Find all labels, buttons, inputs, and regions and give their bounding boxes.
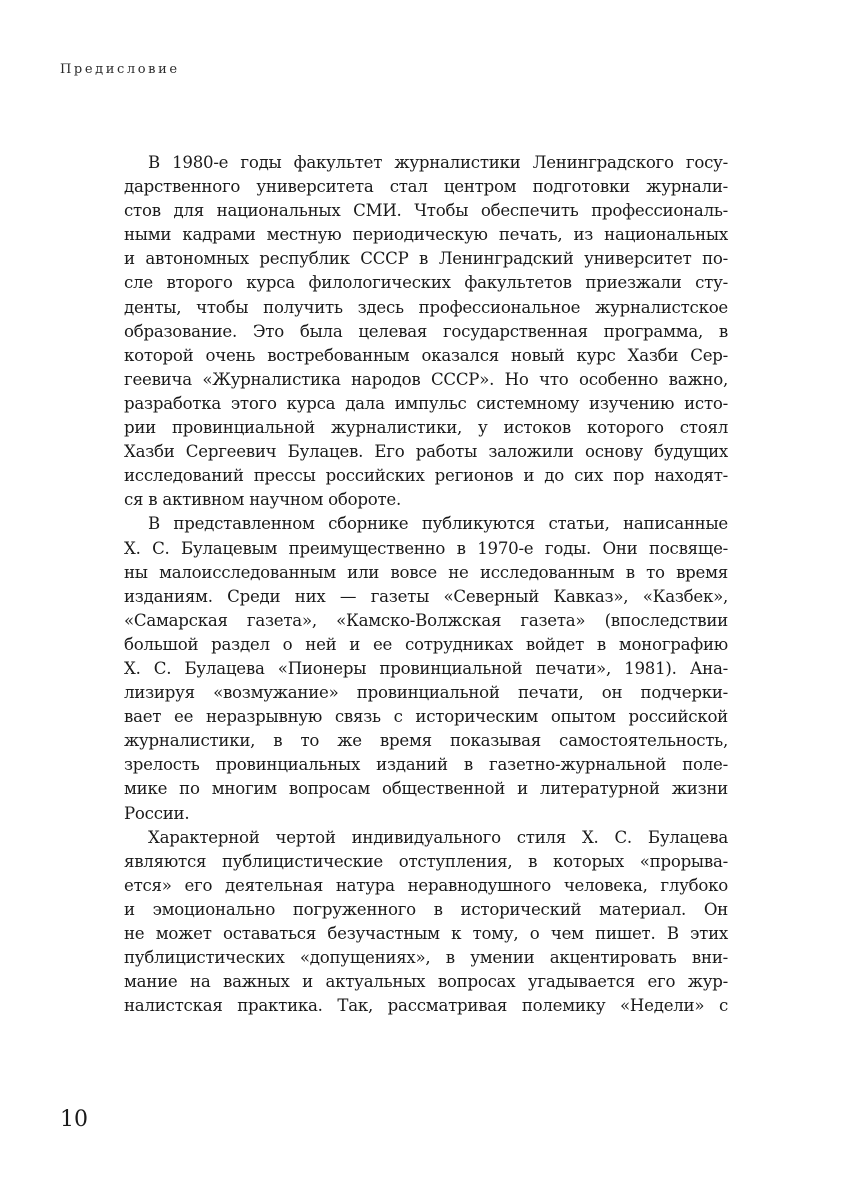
text-line: В 1980-е годы факультет журналистики Ленинградского госу- <box>148 153 728 172</box>
paragraph <box>124 826 728 1019</box>
text-line: образование. Это была целевая государственная программа, в <box>124 321 728 341</box>
text-line: мание на важных и актуальных вопросах угадывается его жур- <box>124 972 728 992</box>
text-line: зрелость провинциальных изданий в газетно-журнальной поле- <box>124 755 728 775</box>
text-line: России. <box>124 803 190 823</box>
paragraph <box>124 151 728 512</box>
text-line: «Самарская газета», «Камско-Волжская газета» (впоследствии <box>124 610 728 630</box>
text-line: ется» его деятельная натура неравнодушного человека, глубоко <box>124 875 728 895</box>
text-line: ными кадрами местную периодическую печать, из национальных <box>124 225 728 245</box>
text-line: публицистических «допущениях», в умении акцентировать вни- <box>124 948 728 968</box>
text-line: налистская практика. Так, рассматривая полемику «Недели» с <box>124 996 728 1016</box>
text-line: денты, чтобы получить здесь профессиональное журналистское <box>124 297 728 317</box>
text-line: и автономных республик СССР в Ленинградский университет по- <box>124 249 728 269</box>
text-line: Характерной чертой индивидуального стиля Х. С. Булацева <box>148 827 728 847</box>
text-line: сле второго курса филологических факультетов приезжали сту- <box>124 273 728 293</box>
text-line: и эмоционально погруженного в исторический материал. Он <box>124 899 728 919</box>
text-line: журналистики, в то же время показывая самостоятельность, <box>124 731 728 751</box>
text-line: стов для национальных СМИ. Чтобы обеспечить профессиональ- <box>124 201 728 221</box>
text-line: рии провинциальной журналистики, у истоков которого стоял <box>124 418 728 438</box>
body-text <box>124 151 728 1018</box>
text-line: В представленном сборнике публикуются статьи, написанные <box>148 514 728 534</box>
text-line: мике по многим вопросам общественной и литературной жизни <box>124 779 728 799</box>
text-line: исследований прессы российских регионов и до сих пор находят- <box>124 466 728 486</box>
text-line: большой раздел о ней и ее сотрудниках войдет в монографию <box>124 634 728 654</box>
text-line: вает ее неразрывную связь с историческим опытом российской <box>124 707 728 727</box>
page-number: 10 <box>60 1107 88 1132</box>
text-line: Х. С. Булацевым преимущественно в 1970-е годы. Они посвяще- <box>124 538 728 558</box>
text-line: ны малоисследованным или вовсе не исследованным в то время <box>124 562 728 582</box>
text-line: Х. С. Булацева «Пионеры провинциальной печати», 1981). Ана- <box>124 658 728 678</box>
text-line: дарственного университета стал центром подготовки журнали- <box>124 177 728 197</box>
text-line: разработка этого курса дала импульс системному изучению исто- <box>124 393 728 413</box>
text-line: ся в активном научном обороте. <box>124 490 402 510</box>
text-line: не может оставаться безучастным к тому, о чем пишет. В этих <box>124 924 728 943</box>
text-line: которой очень востребованным оказался новый курс Хазби Сер- <box>124 345 728 365</box>
text-line: лизируя «возмужание» провинциальной печати, он подчерки- <box>124 683 728 703</box>
running-header: Предисловие <box>60 62 180 77</box>
text-line: геевича «Журналистика народов СССР». Но что особенно важно, <box>124 369 728 389</box>
text-line: являются публицистические отступления, в которых «прорыва- <box>124 851 728 871</box>
text-line: изданиям. Среди них — газеты «Северный Кавказ», «Казбек», <box>124 586 728 606</box>
paragraph <box>124 512 728 825</box>
text-line: Хазби Сергеевич Булацев. Его работы заложили основу будущих <box>124 442 728 462</box>
